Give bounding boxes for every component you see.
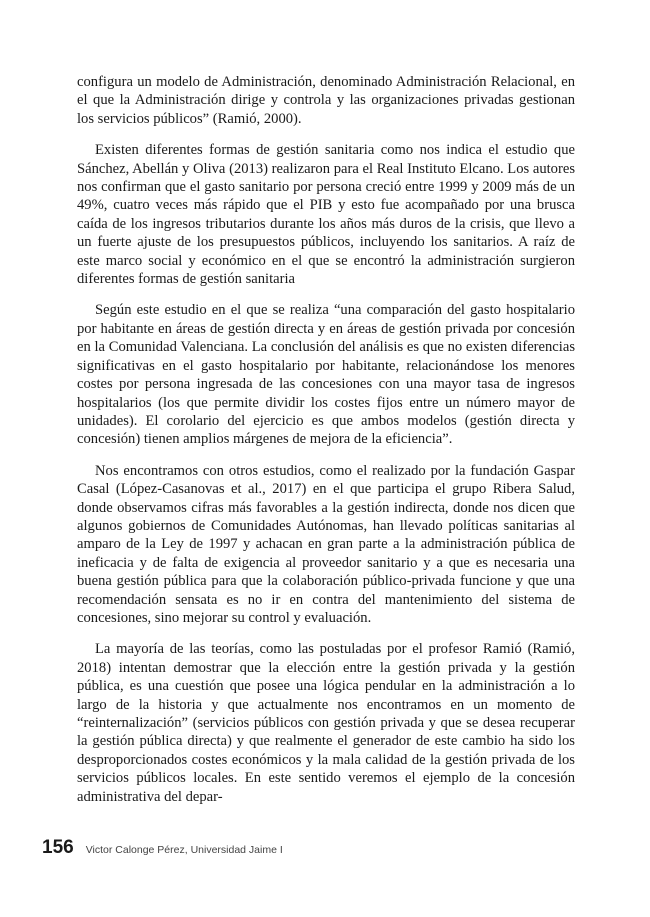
paragraph: La mayoría de las teorías, como las postuladas por el profesor Ramió (Ramió, 2018) intentan demostrar que la elección entre la gestión privada y la gestión pública, es una cuestión que posee una lógica pendular en la administración a lo largo de la historia y que actualmente nos encontramos en un momento de “reinternalización” (servicios públicos con gestión privada y que se desea recuperar la gestión pública directa) y que realmente el generador de este cambio ha sido los desproporcionados costes económicos y la mala calidad de la gestión privada de los servicios públicos locales. En este sentido veremos el ejemplo de la concesión administrativa del depar- [77, 641, 575, 805]
paragraph: Según este estudio en el que se realiza “una comparación del gasto hospitalario por habitante en áreas de gestión directa y en áreas de gestión privada por concesión en la Comunidad Valenciana. La conclusión del análisis es que no existen diferencias significativas en el gasto hospitalario por habitante, relacionándose los menores costes por persona ingresada de las concesiones con una mayor tasa de ingresos hospitalarios (los que permite dividir los costes fijos entre un número mayor de unidades). El corolario del ejercicio es que ambos modelos (gestión directa y concesión) tienen amplios márgenes de mejora de la eficiencia”. [77, 302, 575, 448]
paragraph: Nos encontramos con otros estudios, como el realizado por la fundación Gaspar Casal (López-Casanovas et al., 2017) en el que participa el grupo Ribera Salud, donde observamos cifras más favorables a la gestión indirecta, donde nos dicen que algunos gobiernos de Comunidades Autónomas, han llevado políticas sanitarias al amparo de la Ley de 1997 y achacan en gran parte a la administración pública de ineficacia y de falta de exigencia al proveedor sanitario y a que es necesaria una buena gestión pública para que la colaboración público-privada funcione y que una recomendación sensata es no ir en contra del mantenimiento del sistema de concesiones, sino mejorar su control y evaluación. [77, 462, 575, 626]
paragraph: Existen diferentes formas de gestión sanitaria como nos indica el estudio que Sánchez, Abellán y Oliva (2013) realizaron para el Real Instituto Elcano. Los autores nos confirman que el gasto sanitario por persona creció entre 1999 y 2009 más de un 49%, cuatro veces más rápido que el PIB y esto fue acompañado por una brusca caída de los ingresos tributarios durante los años más duros de la crisis, que llevo a un fuerte ajuste de los presupuestos públicos, incluyendo los sanitarios. A raíz de este marco social y económico en el que se encontró la administración surgieron diferentes formas de gestión sanitaria [77, 142, 575, 288]
body-text [77, 73, 575, 806]
running-footer-author: Victor Calonge Pérez, Universidad Jaime I [85, 844, 283, 856]
paragraph-continuation: configura un modelo de Administración, denominado Administración Relacional, en el que la Administración dirige y controla y las organizaciones privadas gestionan los servicios públicos” (Ramió, 2000). [77, 74, 575, 127]
page-footer [42, 837, 283, 861]
page-number: 156 [42, 837, 74, 858]
